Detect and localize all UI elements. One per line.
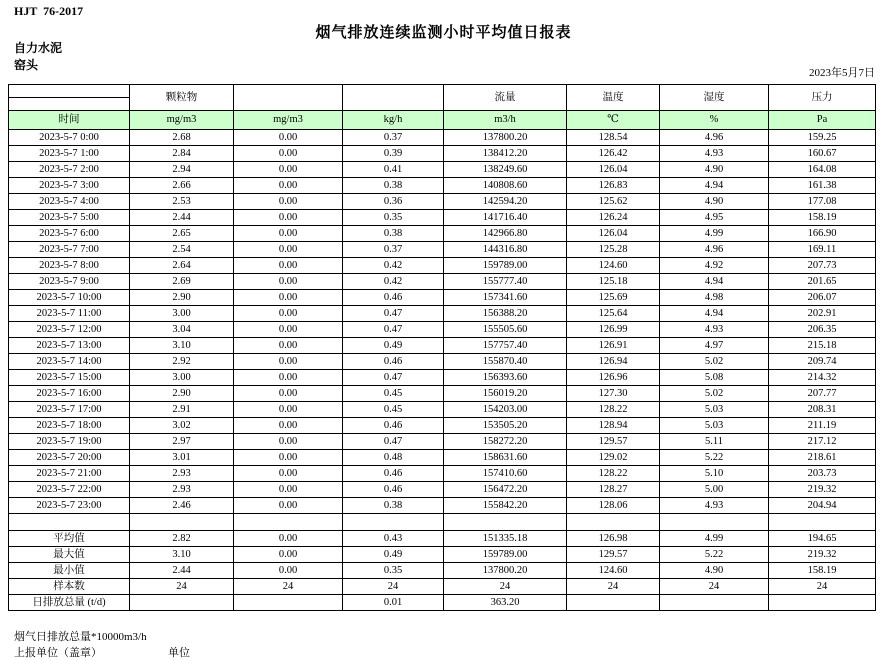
value-cell: 2.97 [130, 434, 234, 450]
value-cell: 0.46 [343, 418, 444, 434]
row-label-cell: 最大值 [9, 547, 130, 563]
value-cell: 0.46 [343, 482, 444, 498]
value-cell: 126.24 [567, 210, 660, 226]
value-cell: 142966.80 [444, 226, 567, 242]
value-cell: 0.46 [343, 354, 444, 370]
value-cell: 126.04 [567, 162, 660, 178]
row-label-cell: 2023-5-7 20:00 [9, 450, 130, 466]
value-cell: 0.00 [234, 242, 343, 258]
value-cell: 128.22 [567, 402, 660, 418]
value-cell: 129.57 [567, 434, 660, 450]
value-cell: 0.47 [343, 322, 444, 338]
value-cell: 2.82 [130, 531, 234, 547]
row-label-cell: 2023-5-7 23:00 [9, 498, 130, 514]
value-cell: 156472.20 [444, 482, 567, 498]
value-cell: 157410.60 [444, 466, 567, 482]
unit-header-m3h: m3/h [444, 111, 567, 130]
value-cell: 0.42 [343, 258, 444, 274]
value-cell: 0.00 [234, 450, 343, 466]
value-cell: 4.93 [660, 146, 769, 162]
value-cell: 0.35 [343, 563, 444, 579]
value-cell: 3.04 [130, 322, 234, 338]
unit-header-celsius: ℃ [567, 111, 660, 130]
value-cell: 126.83 [567, 178, 660, 194]
hourly-data-row [9, 466, 876, 482]
value-cell: 124.60 [567, 258, 660, 274]
unit-header-kgh: kg/h [343, 111, 444, 130]
row-label-cell: 2023-5-7 6:00 [9, 226, 130, 242]
hourly-data-row [9, 450, 876, 466]
value-cell: 125.18 [567, 274, 660, 290]
value-cell: 158272.20 [444, 434, 567, 450]
value-cell: 218.61 [769, 450, 876, 466]
value-cell: 4.99 [660, 531, 769, 547]
value-cell: 3.00 [130, 370, 234, 386]
value-cell: 204.94 [769, 498, 876, 514]
hourly-data-row [9, 242, 876, 258]
value-cell: 214.32 [769, 370, 876, 386]
value-cell: 3.00 [130, 306, 234, 322]
hourly-data-row [9, 322, 876, 338]
value-cell [234, 595, 343, 611]
value-cell: 155777.40 [444, 274, 567, 290]
value-cell: 0.49 [343, 338, 444, 354]
value-cell: 169.11 [769, 242, 876, 258]
value-cell: 2.65 [130, 226, 234, 242]
report-table [8, 84, 876, 611]
value-cell: 125.62 [567, 194, 660, 210]
row-label-cell: 2023-5-7 17:00 [9, 402, 130, 418]
value-cell: 138249.60 [444, 162, 567, 178]
value-cell: 124.60 [567, 563, 660, 579]
value-cell: 125.28 [567, 242, 660, 258]
row-label-cell: 日排放总量 (t/d) [9, 595, 130, 611]
value-cell: 141716.40 [444, 210, 567, 226]
summary-row [9, 531, 876, 547]
time-header-upper-cell [9, 85, 130, 98]
units-row [9, 111, 876, 130]
value-cell: 154203.00 [444, 402, 567, 418]
footer-note: 烟气日排放总量*10000m3/h [14, 631, 147, 643]
hourly-data-row [9, 498, 876, 514]
group-header-humidity: 湿度 [660, 85, 769, 111]
value-cell: 0.39 [343, 146, 444, 162]
value-cell: 5.00 [660, 482, 769, 498]
value-cell: 3.10 [130, 338, 234, 354]
value-cell: 24 [130, 579, 234, 595]
value-cell: 202.91 [769, 306, 876, 322]
value-cell: 5.02 [660, 354, 769, 370]
value-cell: 0.36 [343, 194, 444, 210]
value-cell: 158631.60 [444, 450, 567, 466]
value-cell: 2.44 [130, 210, 234, 226]
value-cell: 166.90 [769, 226, 876, 242]
summary-row [9, 579, 876, 595]
row-label-cell: 2023-5-7 16:00 [9, 386, 130, 402]
value-cell: 4.95 [660, 210, 769, 226]
row-label-cell: 2023-5-7 18:00 [9, 418, 130, 434]
value-cell [660, 595, 769, 611]
row-label-cell: 2023-5-7 9:00 [9, 274, 130, 290]
value-cell: 128.22 [567, 466, 660, 482]
hourly-data-row [9, 258, 876, 274]
value-cell: 3.10 [130, 547, 234, 563]
value-cell: 159789.00 [444, 258, 567, 274]
value-cell: 155842.20 [444, 498, 567, 514]
value-cell: 2.46 [130, 498, 234, 514]
row-label-cell: 2023-5-7 3:00 [9, 178, 130, 194]
group-header-blank-1 [234, 85, 343, 111]
value-cell: 0.00 [234, 531, 343, 547]
value-cell: 2.90 [130, 386, 234, 402]
value-cell: 126.91 [567, 338, 660, 354]
value-cell: 0.00 [234, 306, 343, 322]
value-cell: 4.98 [660, 290, 769, 306]
summary-row [9, 547, 876, 563]
value-cell: 0.45 [343, 386, 444, 402]
value-cell: 217.12 [769, 434, 876, 450]
value-cell: 0.48 [343, 450, 444, 466]
row-label-cell: 2023-5-7 2:00 [9, 162, 130, 178]
value-cell: 0.38 [343, 178, 444, 194]
value-cell: 126.42 [567, 146, 660, 162]
value-cell: 4.97 [660, 338, 769, 354]
row-label-cell: 平均值 [9, 531, 130, 547]
row-label-cell: 2023-5-7 4:00 [9, 194, 130, 210]
value-cell: 0.43 [343, 531, 444, 547]
value-cell: 209.74 [769, 354, 876, 370]
row-label-cell: 2023-5-7 13:00 [9, 338, 130, 354]
hourly-data-row [9, 274, 876, 290]
value-cell: 4.96 [660, 242, 769, 258]
value-cell: 2.69 [130, 274, 234, 290]
value-cell: 5.11 [660, 434, 769, 450]
row-label-cell: 2023-5-7 8:00 [9, 258, 130, 274]
value-cell: 2.53 [130, 194, 234, 210]
value-cell: 0.35 [343, 210, 444, 226]
value-cell: 0.00 [234, 418, 343, 434]
unit-header-time: 时间 [9, 111, 130, 130]
value-cell: 24 [234, 579, 343, 595]
value-cell: 5.02 [660, 386, 769, 402]
value-cell: 0.38 [343, 226, 444, 242]
value-cell: 203.73 [769, 466, 876, 482]
unit-header-mgm3-2: mg/m3 [234, 111, 343, 130]
row-label-cell: 2023-5-7 15:00 [9, 370, 130, 386]
spacer-row [9, 514, 876, 531]
value-cell: 4.93 [660, 322, 769, 338]
value-cell: 151335.18 [444, 531, 567, 547]
hourly-data-row [9, 402, 876, 418]
value-cell: 211.19 [769, 418, 876, 434]
value-cell: 2.93 [130, 482, 234, 498]
group-header-particulate: 颗粒物 [130, 85, 234, 111]
value-cell: 0.00 [234, 274, 343, 290]
hourly-data-row [9, 354, 876, 370]
hourly-data-row [9, 130, 876, 146]
row-label-cell: 2023-5-7 22:00 [9, 482, 130, 498]
value-cell: 144316.80 [444, 242, 567, 258]
value-cell: 4.94 [660, 178, 769, 194]
row-label-cell: 2023-5-7 14:00 [9, 354, 130, 370]
company-name: 自力水泥 [14, 41, 63, 55]
value-cell: 156393.60 [444, 370, 567, 386]
report-date: 2023年5月7日 [809, 67, 875, 79]
value-cell: 0.41 [343, 162, 444, 178]
value-cell: 128.94 [567, 418, 660, 434]
value-cell: 4.92 [660, 258, 769, 274]
value-cell: 0.00 [234, 563, 343, 579]
value-cell: 0.47 [343, 370, 444, 386]
spacer-row-group [9, 514, 876, 531]
row-label-cell: 2023-5-7 0:00 [9, 130, 130, 146]
value-cell: 0.00 [234, 226, 343, 242]
value-cell: 5.03 [660, 418, 769, 434]
value-cell: 0.00 [234, 370, 343, 386]
value-cell: 206.35 [769, 322, 876, 338]
value-cell: 4.90 [660, 162, 769, 178]
value-cell: 207.77 [769, 386, 876, 402]
value-cell: 0.37 [343, 242, 444, 258]
value-cell: 0.00 [234, 130, 343, 146]
group-header-pressure: 压力 [769, 85, 876, 111]
hourly-data-row [9, 162, 876, 178]
value-cell: 2.93 [130, 466, 234, 482]
value-cell: 2.84 [130, 146, 234, 162]
value-cell: 219.32 [769, 482, 876, 498]
value-cell: 127.30 [567, 386, 660, 402]
value-cell: 0.00 [234, 210, 343, 226]
group-header-temperature: 温度 [567, 85, 660, 111]
value-cell: 0.49 [343, 547, 444, 563]
hourly-data-row [9, 306, 876, 322]
unit-header-percent: % [660, 111, 769, 130]
value-cell: 128.54 [567, 130, 660, 146]
value-cell: 5.03 [660, 402, 769, 418]
value-cell: 0.37 [343, 130, 444, 146]
row-label-cell: 样本数 [9, 579, 130, 595]
value-cell: 0.42 [343, 274, 444, 290]
value-cell: 126.99 [567, 322, 660, 338]
value-cell: 0.46 [343, 290, 444, 306]
value-cell: 137800.20 [444, 130, 567, 146]
value-cell: 0.00 [234, 162, 343, 178]
value-cell: 0.46 [343, 466, 444, 482]
value-cell: 24 [660, 579, 769, 595]
value-cell: 0.38 [343, 498, 444, 514]
hourly-data-row [9, 210, 876, 226]
value-cell: 24 [769, 579, 876, 595]
standard-number: HJT 76-2017 [14, 4, 84, 18]
station-name: 窑头 [14, 58, 39, 72]
value-cell: 5.08 [660, 370, 769, 386]
value-cell: 5.10 [660, 466, 769, 482]
value-cell: 126.04 [567, 226, 660, 242]
value-cell: 363.20 [444, 595, 567, 611]
value-cell: 24 [567, 579, 660, 595]
value-cell: 24 [444, 579, 567, 595]
value-cell: 128.27 [567, 482, 660, 498]
value-cell: 0.45 [343, 402, 444, 418]
value-cell: 4.90 [660, 563, 769, 579]
group-header-flow: 流量 [444, 85, 567, 111]
value-cell: 208.31 [769, 402, 876, 418]
value-cell: 0.00 [234, 547, 343, 563]
value-cell: 129.57 [567, 547, 660, 563]
value-cell: 0.00 [234, 146, 343, 162]
value-cell: 4.90 [660, 194, 769, 210]
value-cell: 2.66 [130, 178, 234, 194]
value-cell: 3.01 [130, 450, 234, 466]
value-cell: 2.68 [130, 130, 234, 146]
value-cell: 4.96 [660, 130, 769, 146]
row-label-cell: 2023-5-7 19:00 [9, 434, 130, 450]
row-label-cell: 2023-5-7 1:00 [9, 146, 130, 162]
row-label-cell: 2023-5-7 10:00 [9, 290, 130, 306]
value-cell: 157757.40 [444, 338, 567, 354]
hourly-data-row [9, 370, 876, 386]
value-cell: 126.98 [567, 531, 660, 547]
value-cell: 2.64 [130, 258, 234, 274]
value-cell: 0.47 [343, 434, 444, 450]
value-cell: 2.91 [130, 402, 234, 418]
value-cell: 2.94 [130, 162, 234, 178]
value-cell: 156388.20 [444, 306, 567, 322]
value-cell: 125.64 [567, 306, 660, 322]
value-cell: 156019.20 [444, 386, 567, 402]
value-cell: 153505.20 [444, 418, 567, 434]
value-cell: 158.19 [769, 210, 876, 226]
value-cell: 5.22 [660, 450, 769, 466]
hourly-data-row [9, 226, 876, 242]
reporting-unit-label: 上报单位（盖章） [14, 647, 102, 659]
hourly-data-row [9, 386, 876, 402]
value-cell: 126.94 [567, 354, 660, 370]
value-cell: 138412.20 [444, 146, 567, 162]
value-cell: 0.01 [343, 595, 444, 611]
value-cell: 4.94 [660, 274, 769, 290]
row-label-cell: 2023-5-7 11:00 [9, 306, 130, 322]
value-cell: 0.00 [234, 290, 343, 306]
value-cell: 0.00 [234, 194, 343, 210]
value-cell: 24 [343, 579, 444, 595]
value-cell: 219.32 [769, 547, 876, 563]
value-cell: 140808.60 [444, 178, 567, 194]
unit-header-mgm3-1: mg/m3 [130, 111, 234, 130]
summary-row [9, 563, 876, 579]
value-cell: 0.00 [234, 466, 343, 482]
unit-label: 单位 [168, 647, 190, 659]
hourly-data-row [9, 178, 876, 194]
hourly-data-row [9, 290, 876, 306]
value-cell: 2.92 [130, 354, 234, 370]
value-cell: 0.00 [234, 322, 343, 338]
page-title: 烟气排放连续监测小时平均值日报表 [315, 25, 572, 41]
hourly-data-row [9, 194, 876, 210]
value-cell: 2.90 [130, 290, 234, 306]
value-cell: 125.69 [567, 290, 660, 306]
value-cell: 0.47 [343, 306, 444, 322]
row-label-cell: 2023-5-7 5:00 [9, 210, 130, 226]
value-cell: 129.02 [567, 450, 660, 466]
value-cell: 177.08 [769, 194, 876, 210]
value-cell: 0.00 [234, 402, 343, 418]
value-cell: 194.65 [769, 531, 876, 547]
value-cell: 159789.00 [444, 547, 567, 563]
value-cell: 0.00 [234, 498, 343, 514]
value-cell: 215.18 [769, 338, 876, 354]
value-cell: 155505.60 [444, 322, 567, 338]
value-cell: 126.96 [567, 370, 660, 386]
value-cell: 4.99 [660, 226, 769, 242]
hourly-data-row [9, 146, 876, 162]
value-cell: 157341.60 [444, 290, 567, 306]
value-cell [769, 595, 876, 611]
value-cell: 128.06 [567, 498, 660, 514]
value-cell: 0.00 [234, 482, 343, 498]
row-label-cell: 2023-5-7 21:00 [9, 466, 130, 482]
value-cell: 0.00 [234, 354, 343, 370]
hourly-data-row [9, 338, 876, 354]
value-cell: 5.22 [660, 547, 769, 563]
row-label-cell: 2023-5-7 7:00 [9, 242, 130, 258]
row-label-cell: 最小值 [9, 563, 130, 579]
value-cell: 2.44 [130, 563, 234, 579]
hourly-data-row [9, 418, 876, 434]
value-cell: 158.19 [769, 563, 876, 579]
group-header-row [9, 85, 876, 98]
time-header-lower-cell [9, 98, 130, 111]
value-cell: 4.93 [660, 498, 769, 514]
value-cell: 161.38 [769, 178, 876, 194]
value-cell: 3.02 [130, 418, 234, 434]
value-cell: 207.73 [769, 258, 876, 274]
value-cell: 160.67 [769, 146, 876, 162]
value-cell: 155870.40 [444, 354, 567, 370]
value-cell: 201.65 [769, 274, 876, 290]
unit-header-pa: Pa [769, 111, 876, 130]
value-cell [567, 595, 660, 611]
value-cell: 0.00 [234, 178, 343, 194]
hourly-data-row [9, 482, 876, 498]
value-cell: 164.08 [769, 162, 876, 178]
value-cell: 0.00 [234, 434, 343, 450]
group-header-blank-2 [343, 85, 444, 111]
value-cell [130, 595, 234, 611]
value-cell: 206.07 [769, 290, 876, 306]
value-cell: 0.00 [234, 258, 343, 274]
value-cell: 4.94 [660, 306, 769, 322]
value-cell: 142594.20 [444, 194, 567, 210]
value-cell: 2.54 [130, 242, 234, 258]
value-cell: 159.25 [769, 130, 876, 146]
value-cell: 137800.20 [444, 563, 567, 579]
hourly-data-row [9, 434, 876, 450]
value-cell: 0.00 [234, 386, 343, 402]
summary-row [9, 595, 876, 611]
row-label-cell: 2023-5-7 12:00 [9, 322, 130, 338]
value-cell: 0.00 [234, 338, 343, 354]
